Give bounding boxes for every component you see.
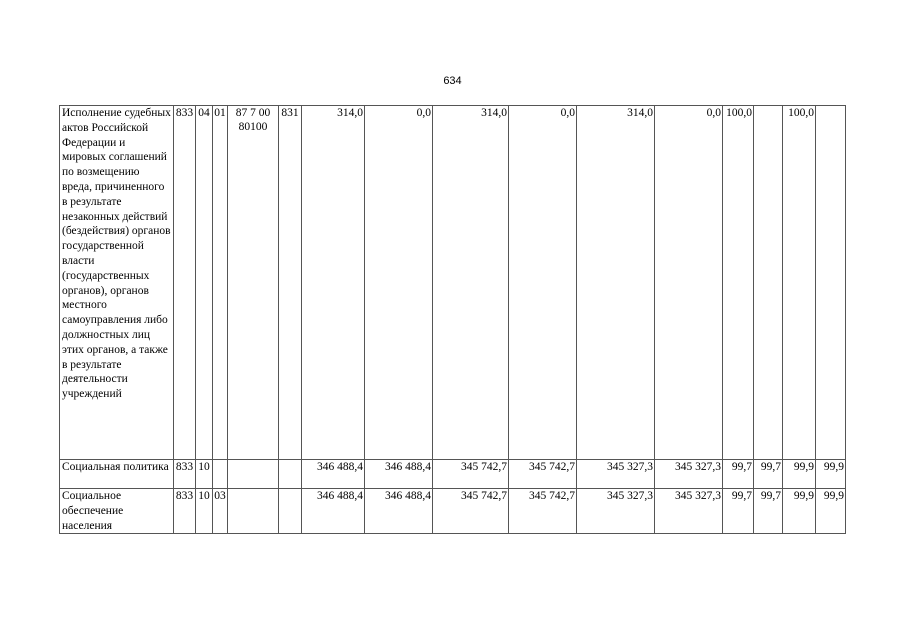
value-1: 346 488,4 [302,489,365,534]
value-5: 345 327,3 [577,489,655,534]
row-name: Социальное обеспечение населения [60,489,174,534]
table-row [60,489,846,534]
value-3: 345 742,7 [433,460,509,489]
value-2: 346 488,4 [365,489,433,534]
percent-3: 100,0 [783,106,816,460]
table-row [60,460,846,489]
value-6: 345 327,3 [655,489,723,534]
percent-1: 99,7 [723,489,754,534]
percent-1: 99,7 [723,460,754,489]
expense-type-code: 831 [279,106,302,460]
row-name: Социальная политика [60,460,174,489]
value-6: 0,0 [655,106,723,460]
percent-3: 99,9 [783,489,816,534]
grbs-code: 833 [174,489,196,534]
table-row [60,106,846,460]
percent-4 [816,106,846,460]
target-article-code: 87 7 00 80100 [228,106,279,460]
percent-2: 99,7 [754,460,783,489]
subsection-code [213,460,228,489]
section-code: 04 [196,106,213,460]
percent-4: 99,9 [816,489,846,534]
value-2: 346 488,4 [365,460,433,489]
value-5: 314,0 [577,106,655,460]
value-2: 0,0 [365,106,433,460]
target-article-code [228,489,279,534]
value-4: 0,0 [509,106,577,460]
target-article-code [228,460,279,489]
section-code: 10 [196,460,213,489]
section-code: 10 [196,489,213,534]
expense-type-code [279,460,302,489]
value-3: 314,0 [433,106,509,460]
percent-1: 100,0 [723,106,754,460]
budget-table [59,105,846,534]
value-1: 346 488,4 [302,460,365,489]
subsection-code: 03 [213,489,228,534]
percent-4: 99,9 [816,460,846,489]
expense-type-code [279,489,302,534]
value-4: 345 742,7 [509,460,577,489]
page-number: 634 [443,75,462,87]
value-4: 345 742,7 [509,489,577,534]
percent-2: 99,7 [754,489,783,534]
value-3: 345 742,7 [433,489,509,534]
value-1: 314,0 [302,106,365,460]
value-6: 345 327,3 [655,460,723,489]
percent-3: 99,9 [783,460,816,489]
value-5: 345 327,3 [577,460,655,489]
row-name: Исполнение судебных актов Российской Федерации и мировых соглашений по возмещению вреда, причиненного в результате незаконных действий (бездействия) органов государственной власти (государственных органов), органов местного самоуправления либо должностных лиц этих органов, а также в результате деятельности учреждений [60,106,174,460]
subsection-code: 01 [213,106,228,460]
grbs-code: 833 [174,106,196,460]
grbs-code: 833 [174,460,196,489]
percent-2 [754,106,783,460]
